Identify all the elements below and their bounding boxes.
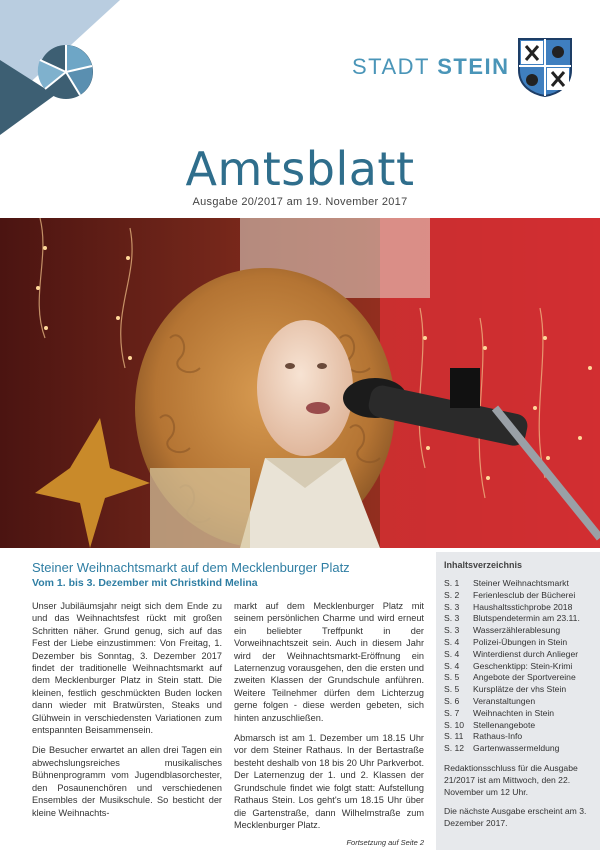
article-column-1 — [32, 600, 222, 827]
toc-item — [444, 708, 592, 720]
toc-label: Kursplätze der vhs Stein — [473, 684, 567, 695]
toc-list — [444, 578, 592, 755]
toc-page-number: S. 5 — [444, 672, 460, 683]
toc-label: Rathaus-Info — [473, 731, 523, 742]
article-paragraph: Die Besucher erwartet an allen drei Tagen ein abwechslungsreiches musikalisches Bühnenprogramm vom Jugendblasorchester, den Posaunenchören und verschiedenen Ensembles der Musikschule. So besticht der kleine Weihnachts- — [32, 745, 222, 818]
toc-label: Haushaltsstichprobe 2018 — [473, 601, 573, 612]
toc-item — [444, 661, 592, 673]
toc-page-number: S. 6 — [444, 695, 460, 706]
toc-item — [444, 720, 592, 732]
toc-page-number: S. 5 — [444, 684, 460, 695]
toc-label: Blutspendetermin am 23.11. — [473, 613, 580, 624]
corner-logo-graphic — [0, 0, 150, 140]
toc-page-number: S. 4 — [444, 660, 460, 671]
toc-item — [444, 696, 592, 708]
toc-page-number: S. 3 — [444, 601, 460, 612]
toc-heading: Inhaltsverzeichnis — [444, 560, 523, 570]
toc-item — [444, 613, 592, 625]
editorial-deadline: Redaktionsschluss für die Ausgabe 21/2017 ist am Mittwoch, den 22. November um 12 Uhr. — [444, 762, 578, 797]
publication-title: Amtsblatt — [185, 142, 415, 196]
toc-item — [444, 672, 592, 684]
continued-note: Fortsetzung auf Seite 2 — [346, 838, 424, 848]
toc-page-number: S. 3 — [444, 625, 460, 636]
toc-label: Steiner Weihnachtsmarkt — [473, 578, 569, 588]
toc-label: Wasserzählerablesung — [473, 625, 561, 636]
toc-item — [444, 625, 592, 637]
article-paragraph: Abmarsch ist am 1. Dezember um 18.15 Uhr vor dem Steiner Rathaus. In der Bertastraße besteht deshalb von 18 bis 20 Uhr Parkverbot. Der Laternenzug der 1. und 2. Klassen der Grundschule findet wie folgt statt: Aufstellung Rathaus Stein. Los geht's um 18.15 Uhr über die Gartenstraße, dann Wilhelmstraße zum Mecklenburger Platz. — [234, 733, 424, 830]
toc-label: Geschenktipp: Stein-Krimi — [473, 660, 573, 671]
table-of-contents — [436, 552, 600, 850]
coat-of-arms-icon — [516, 36, 574, 98]
article-subtitle: Vom 1. bis 3. Dezember mit Christkind Melina — [32, 577, 258, 589]
brand-bold: STEIN — [437, 54, 510, 79]
toc-item — [444, 731, 592, 743]
toc-page-number: S. 3 — [444, 613, 460, 624]
article-paragraph: markt auf dem Mecklenburger Platz mit seinem persönlichen Charme und wird erneut ein beliebter Treffpunkt in der Vorweihnachtszeit sein. Auch in diesem Jahr wird der Weihnachtsmarkt-Eröffnung ein Laternenzug vorausgehen, den die ersten und zweiten Klassen der Grundschule anführen. Weitere Teilnehmer dürfen dem Lichterzug gerne folgen - diese werden gebeten, sich hinten anzuschließen. — [234, 601, 424, 723]
brand-light: STADT — [352, 54, 430, 79]
issue-date: Ausgabe 20/2017 am 19. November 2017 — [192, 196, 408, 208]
toc-label: Winterdienst durch Anlieger — [473, 648, 579, 659]
toc-item — [444, 649, 592, 661]
toc-label: Weihnachten in Stein — [473, 707, 555, 718]
toc-page-number: S. 11 — [444, 731, 464, 742]
next-issue-note: Die nächste Ausgabe erscheint am 3. Dezember 2017. — [444, 806, 587, 829]
toc-label: Polizei-Übungen in Stein — [473, 636, 568, 647]
toc-label: Gartenwassermeldung — [473, 743, 560, 754]
toc-page-number: S. 12 — [444, 743, 465, 754]
toc-label: Veranstaltungen — [473, 695, 536, 706]
toc-page-number: S. 4 — [444, 636, 460, 647]
toc-item — [444, 637, 592, 649]
toc-page-number: S. 4 — [444, 648, 460, 659]
toc-item — [444, 578, 592, 590]
toc-page-number: S. 2 — [444, 589, 460, 600]
toc-label: Angebote der Sportvereine — [473, 672, 576, 683]
toc-page-number: S. 10 — [444, 719, 465, 730]
article-title: Steiner Weihnachtsmarkt auf dem Mecklenburger Platz — [32, 560, 350, 575]
toc-item — [444, 743, 592, 755]
toc-item — [444, 684, 592, 696]
toc-item — [444, 602, 592, 614]
toc-page-number: S. 7 — [444, 707, 460, 718]
cover-photo — [0, 218, 600, 548]
town-brand — [352, 54, 510, 80]
toc-page-number: S. 1 — [444, 578, 460, 588]
toc-label: Stellenangebote — [473, 719, 536, 730]
toc-item — [444, 590, 592, 602]
article-paragraph: Unser Jubiläumsjahr neigt sich dem Ende zu und das Weihnachtsfest rückt mit großen Schritten näher. Grund genug, sich auf das Fest der Liebe einzustimmen: Von Freitag, 1. Dezember bis Sonntag, 3. Dezember 2017 findet der traditionelle Weihnachtsmarkt auf dem Mecklenburger Platz in Stein statt. Die kleinen, festlich geschmückten Buden locken dann wieder mit Bratwürsten, Steaks und Glühwein in verschiedensten Variationen zum entspannten Beisammensein. — [32, 601, 222, 736]
article-column-2 — [234, 600, 424, 850]
toc-label: Ferienlesclub der Bücherei — [473, 589, 576, 600]
